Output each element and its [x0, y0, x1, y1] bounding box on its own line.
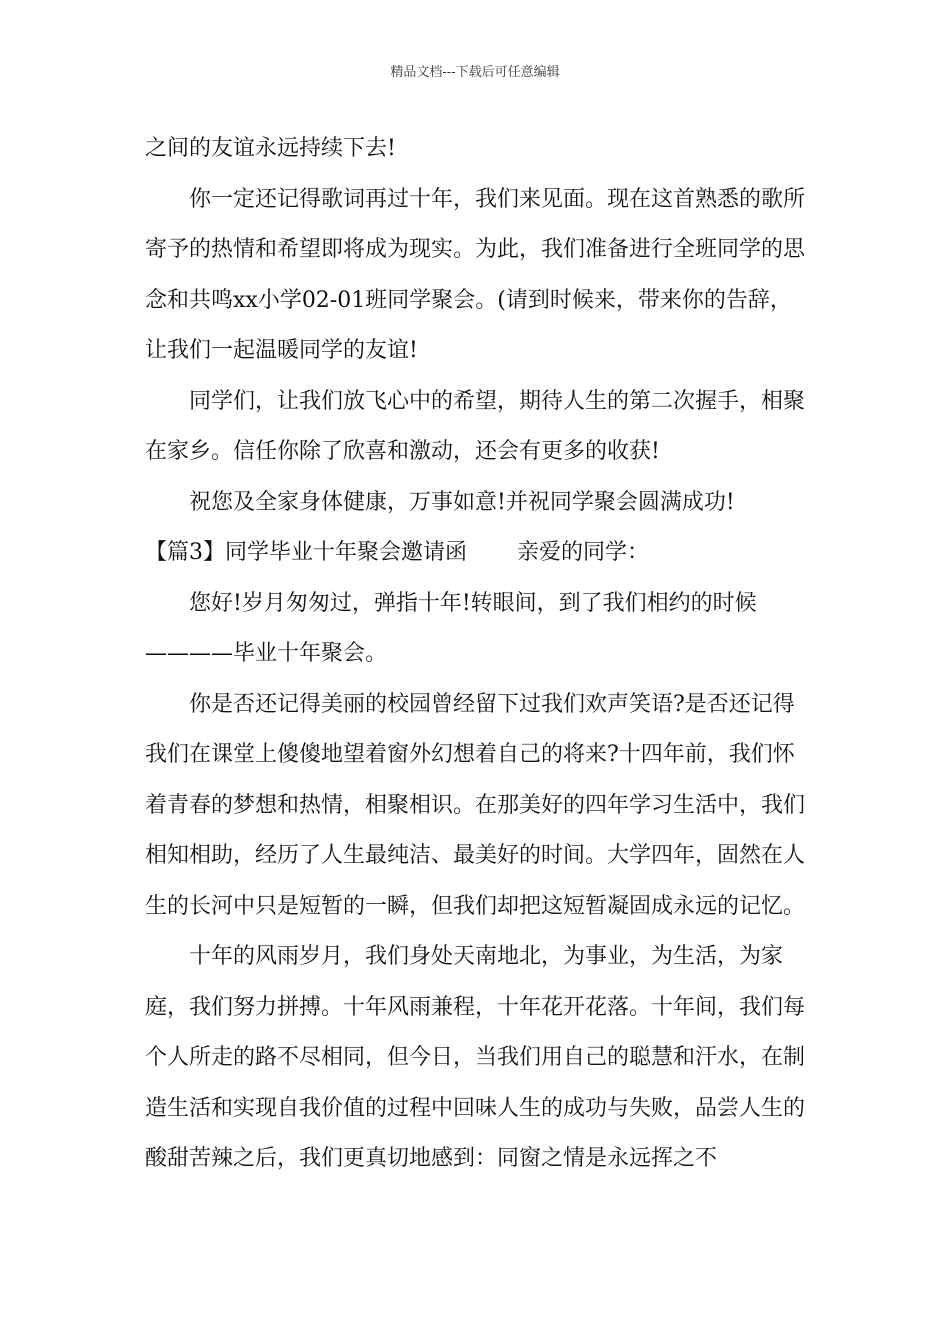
- paragraph-song-lyrics: 你一定还记得歌词再过十年，我们来见面。现在这首熟悉的歌所寄予的热情和希望即将成为现实。为此，我们准备进行全班同学的思念和共鸣xx小学02-01班同学聚会。(请到时候来，带来你的告辞，让我们一起温暖同学的友谊!: [145, 186, 806, 363]
- section-title-line: [145, 528, 810, 579]
- paragraph-ten-years: 十年的风雨岁月，我们身处天南地北，为事业，为生活，为家庭，我们努力拼搏。十年风雨兼程，十年花开花落。十年间，我们每个人所走的路不尽相同，但今日，当我们用自己的聪慧和汗水，在制造生活和实现自我价值的过程中回味人生的成功与失败，品尝人生的酸甜苦辣之后，我们更真切地感到：同窗之情是永远挥之不: [145, 944, 806, 1171]
- paragraph-campus-memories: 你是否还记得美丽的校园曾经留下过我们欢声笑语?是否还记得我们在课堂上傻傻地望着窗外幻想着自己的将来?十四年前，我们怀着青春的梦想和热情，相聚相识。在那美好的四年学习生活中，我们相知相助，经历了人生最纯洁、最美好的时间。大学四年，固然在人生的长河中只是短暂的一瞬，但我们却把这短暂凝固成永远的记忆。: [145, 691, 806, 919]
- salutation: 亲爱的同学：: [517, 540, 650, 565]
- page-header: 精品文档---下载后可任意编辑: [390, 65, 560, 80]
- paragraph-greeting: 您好!岁月匆匆过，弹指十年!转眼间，到了我们相约的时候————毕业十年聚会。: [145, 590, 757, 666]
- paragraph-wishes: 祝您及全家身体健康，万事如意!并祝同学聚会圆满成功!: [189, 489, 735, 515]
- document-body: [145, 124, 810, 1185]
- section-title: 【篇3】同学毕业十年聚会邀请函: [145, 540, 467, 565]
- paragraph-continuation: 之间的友谊永远持续下去!: [145, 136, 396, 161]
- paragraph-classmates: 同学们，让我们放飞心中的希望，期待人生的第二次握手，相聚在家乡。信任你除了欣喜和激动，还会有更多的收获!: [145, 388, 806, 464]
